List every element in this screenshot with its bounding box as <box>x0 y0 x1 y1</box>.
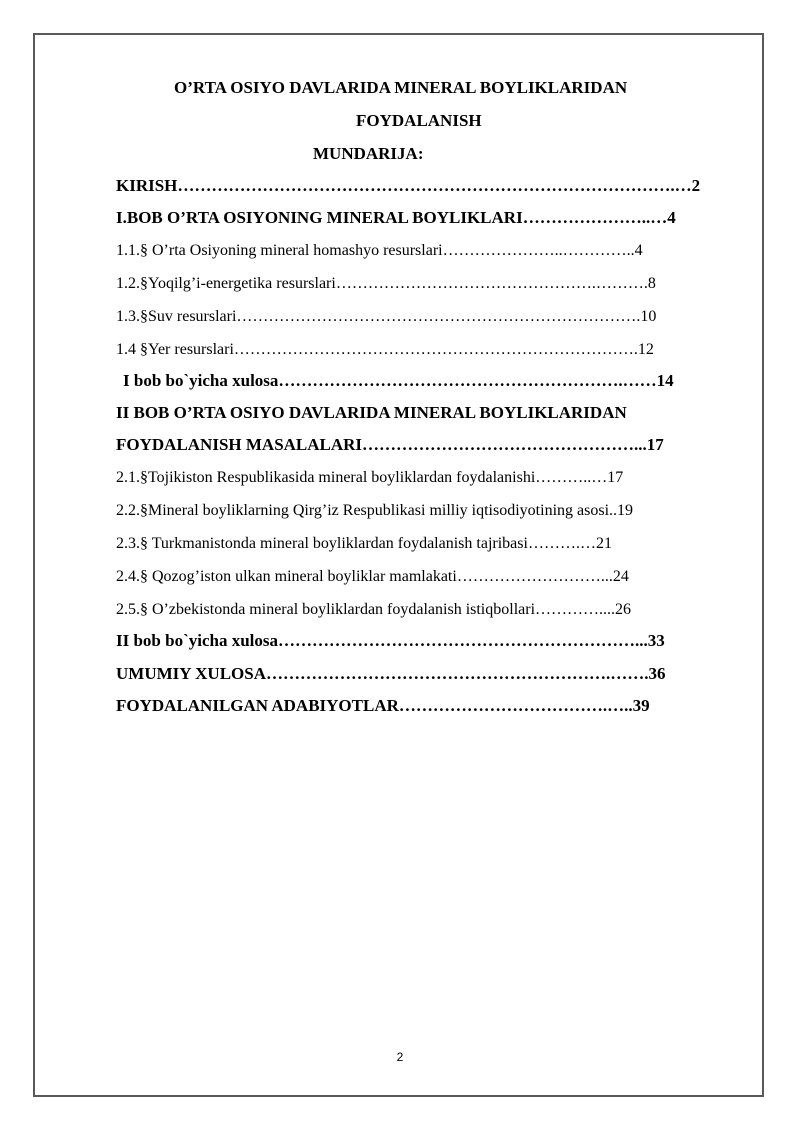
toc-entry-1-1: 1.1.§ O’rta Osiyoning mineral homashyo resurslari…………………..…………..4 <box>116 242 643 259</box>
toc-entry-chapter-2-line-2: FOYDALANISH MASALALARI…………………………………………...17 <box>116 435 664 454</box>
toc-entry-chapter-2-line-1: II BOB O’RTA OSIYO DAVLARIDA MINERAL BOYLIKLARIDAN <box>116 403 627 422</box>
toc-entry-2-2: 2.2.§Mineral boyliklarning Qirg’iz Respublikasi milliy iqtisodiyotining asosi..19 <box>116 502 634 519</box>
toc-entry-2-1: 2.1.§Tojikiston Respublikasida mineral boyliklardan foydalanishi………..…17 <box>116 469 624 486</box>
toc-entry-1-2: 1.2.§Yoqilg’i-energetika resurslari………………………………………….……….8 <box>116 275 656 292</box>
toc-entry-1-4: 1.4 §Yer resurslari………………………………………………………………….12 <box>116 341 654 358</box>
document-title-line-1: O’RTA OSIYO DAVLARIDA MINERAL BOYLIKLARIDAN <box>174 78 628 97</box>
toc-entry-2-5: 2.5.§ O’zbekistonda mineral boyliklardan foydalanish istiqbollari…………....26 <box>116 601 632 618</box>
toc-entry-2-3: 2.3.§ Turkmanistonda mineral boyliklardan foydalanish tajribasi……….…21 <box>116 535 612 552</box>
toc-entry-general-conclusion: UMUMIY XULOSA…………………………………………………….…….36 <box>116 664 666 683</box>
toc-entry-chapter-1: I.BOB O’RTA OSIYONING MINERAL BOYLIKLARI…………………..…4 <box>116 208 676 227</box>
contents-heading: MUNDARIJA: <box>313 144 424 163</box>
toc-entry-2-4: 2.4.§ Qozog’iston ulkan mineral boyliklar mamlakati………………………...24 <box>116 568 629 585</box>
document-title-line-2: FOYDALANISH <box>356 111 482 130</box>
toc-entry-references: FOYDALANILGAN ADABIYOTLAR……………………………….…..39 <box>116 696 650 715</box>
page-number: 2 <box>396 1050 404 1064</box>
toc-entry-kirish: KIRISH…………………………………………………………………………….…2 <box>116 176 701 195</box>
toc-entry-chapter-2-conclusion: II bob bo`yicha xulosa………………………………………………………...33 <box>116 631 665 650</box>
toc-entry-chapter-1-conclusion: I bob bo`yicha xulosa…………………………………………………….……14 <box>123 371 674 390</box>
toc-entry-1-3: 1.3.§Suv resurslari………………………………………………………………….10 <box>116 308 657 325</box>
